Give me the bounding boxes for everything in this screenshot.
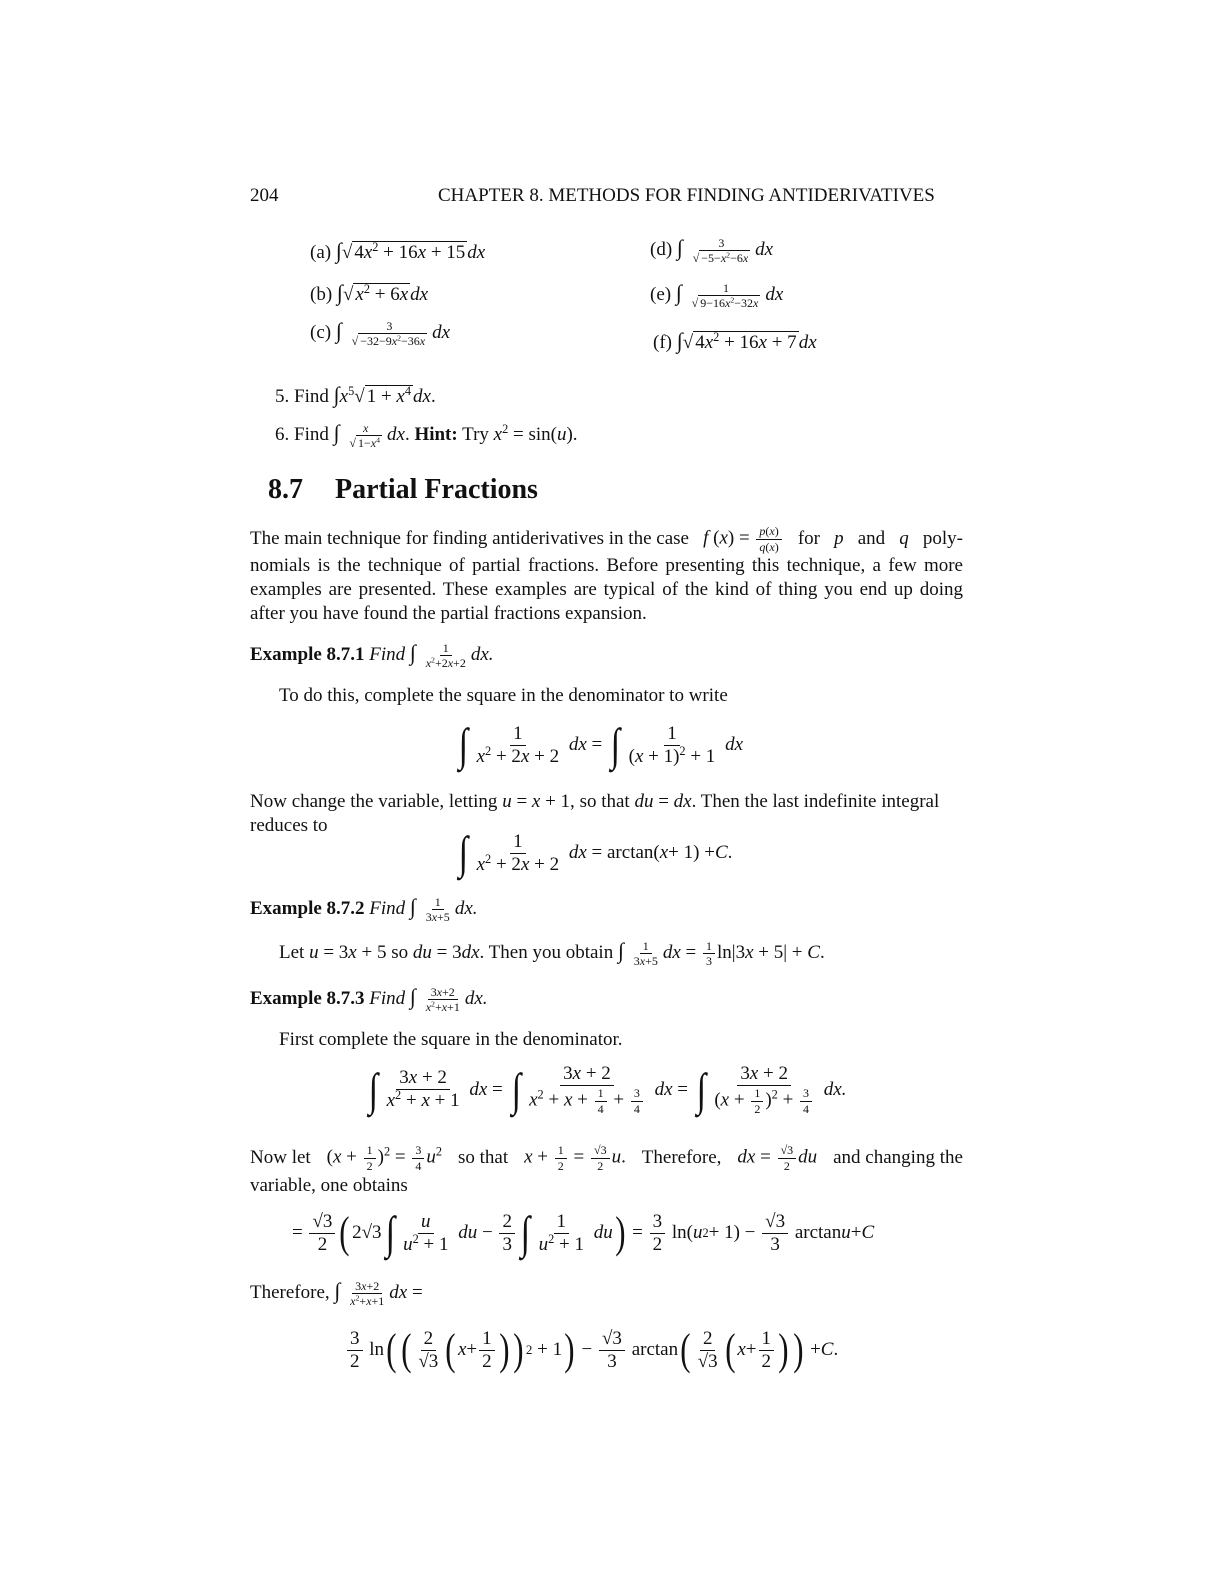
intro-rest: nomials is the technique of partial fractions. Before presenting this technique, a few more examples are presented. These examples are typical of the kind of thing you end up doing after you have found the partial fractions expansion. bbox=[250, 555, 963, 624]
exercise-6: 6. Find ∫ $\frac{x}{√ 1-x^4}$ dx. Hint: Try $x^2 = \sin(u)$. bbox=[275, 420, 578, 451]
example-1-text2a: Now change the variable, letting bbox=[250, 791, 498, 812]
section-heading bbox=[268, 474, 538, 506]
example-3-equation-1: ∫ $\frac{3x + 2}{x^2 + x + 1}$ dx = ∫ 3x + 2 $x^2 + x$ + $\frac{1}{4}$ + $\frac{3}{4}$ dx = ∫ 3x + 2 (x + $\frac{1}{2}$ )$^2$ + $\frac{3}{4}$ dx. bbox=[368, 1063, 847, 1116]
example-2-find: Find bbox=[369, 898, 406, 919]
example-1-find: Find bbox=[369, 644, 406, 665]
example-1-text1: To do this, complete the square in the denominator to write bbox=[279, 685, 728, 706]
hint-try: Try bbox=[462, 424, 489, 445]
example-2-text-c: . Then you obtain bbox=[479, 942, 614, 963]
hint-label: Hint: bbox=[414, 424, 458, 445]
example-1-text2b: so that bbox=[579, 791, 630, 812]
exercise-d: (d) ∫ $\frac{3}{√ -5-x^2-6x}$ dx bbox=[650, 235, 774, 266]
example-3-text1: First complete the square in the denominator. bbox=[279, 1029, 623, 1050]
exercise-c-label: (c) bbox=[310, 322, 332, 343]
intro-line1d: poly- bbox=[922, 528, 963, 549]
example-1-text2: Now change the variable, letting u = x + 1, so that du = dx. Then the last indefinite integral reduces to bbox=[250, 791, 940, 836]
exercise-b: (b) ∫√ $x^2 + 6x$ dx bbox=[310, 280, 429, 305]
example-1-text2c: . Then the last indefinite integral reduces to bbox=[250, 791, 940, 836]
intro-line1b: for bbox=[797, 528, 821, 549]
exercise-b-label: (b) bbox=[310, 284, 333, 305]
section-number: 8.7 bbox=[268, 474, 303, 505]
example-2-solution: Let u = 3x + 5 so du = 3dx. Then you obtain ∫ $\frac{1}{3x+5}$ dx = $\frac{1}{3}$ ln|3x + 5| + C. bbox=[279, 938, 825, 969]
exercise-a-label: (a) bbox=[310, 242, 332, 263]
example-3-text2: Now let (x + $\frac{1}{2}$ )$^2$ = $\frac{3}{4}$ $u^2$ so that x + $\frac{1}{2}$ = $\frac{√3}{2}$ u. Therefore, dx = $\frac{√3}{2}$ du and changing the variable, one obtains bbox=[250, 1142, 963, 1196]
exercise-5: 5. Find $\int x^5√$ $1 + x^4$ dx. bbox=[275, 382, 436, 407]
section-title: Partial Fractions bbox=[335, 474, 538, 505]
example-3-text2c: Therefore, bbox=[641, 1147, 722, 1168]
example-1-equation-1: ∫ $\frac{1}{x^2 + 2x + 2}$ dx = ∫ $\frac{1}{(x + 1)^2 + 1}$ dx bbox=[458, 719, 743, 770]
example-2-statement: Example 8.7.2 Find ∫ $\frac{1}{3x+5}$ dx. bbox=[250, 894, 478, 925]
intro-line1a: The main technique for finding antiderivatives in the case bbox=[250, 528, 689, 549]
example-3-statement: Example 8.7.3 Find ∫ $\frac{3x+2}{x^2+x+1}$ dx. bbox=[250, 984, 488, 1015]
exercise-d-label: (d) bbox=[650, 239, 673, 260]
example-2-text-a: Let bbox=[279, 942, 305, 963]
exercise-5-find: Find bbox=[294, 386, 329, 407]
exercise-f-label: (f) bbox=[653, 332, 672, 353]
example-1-label: Example 8.7.1 bbox=[250, 644, 365, 665]
exercise-e: (e) ∫ $\frac{1}{√ 9-16x^2-32x}$ dx bbox=[650, 280, 784, 311]
intro-line1c: and bbox=[857, 528, 886, 549]
example-3-therefore: Therefore, ∫ $\frac{3x+2}{x^2+x+1}$ dx = bbox=[250, 1278, 423, 1309]
example-3-final-equation: $\frac{3}{2}$ ln ( ( $\frac{2}{√3}$ ( x + $\frac{1}{2}$ ) ) 2 + 1 ) − $\frac{√3}{3}$ arctan ( $\frac{2}{√3}$ ( x + $\frac{1}{2}$ ) ) + C . bbox=[345, 1328, 838, 1372]
example-1-equation-2: ∫ $\frac{1}{x^2 + 2x + 2}$ dx = arctan( x + 1) + C . bbox=[458, 827, 733, 878]
exercise-e-label: (e) bbox=[650, 284, 672, 305]
exercise-5-number: 5. bbox=[275, 386, 290, 407]
example-3-text2d: and changing the bbox=[833, 1147, 963, 1168]
exercise-6-number: 6. bbox=[275, 424, 290, 445]
exercise-6-find: Find bbox=[294, 424, 329, 445]
example-1-statement: Example 8.7.1 Find ∫ $\frac{1}{x^2+2x+2}$ dx. bbox=[250, 640, 494, 671]
exercise-f: (f) ∫√ $4x^2 + 16x + 7$ dx bbox=[653, 328, 817, 353]
example-3-find: Find bbox=[369, 988, 406, 1009]
exercise-c: (c) ∫ $\frac{3}{√ -32-9x^2-36x}$ dx bbox=[310, 318, 451, 349]
exercise-a: (a) ∫√ $4x^2 + 16x + 15$ dx bbox=[310, 238, 486, 263]
example-2-label: Example 8.7.2 bbox=[250, 898, 365, 919]
running-header: CHAPTER 8. METHODS FOR FINDING ANTIDERIVATIVES bbox=[438, 185, 935, 206]
example-3-text2b: so that bbox=[458, 1147, 509, 1168]
example-3-label: Example 8.7.3 bbox=[250, 988, 365, 1009]
example-3-text2a: Now let bbox=[250, 1147, 311, 1168]
example-3-text2e: variable, one obtains bbox=[250, 1175, 408, 1196]
page-number: 204 bbox=[250, 185, 279, 206]
intro-paragraph: The main technique for finding antiderivatives in the case f (x) = $\frac{p(x)}{q(x)}$ for p and q poly- nomials is the technique of partial fractions. Before presenting this technique, a few more examples are presented. These examples are typical of the kind of thing you end up doing after you have found the partial fractions expansion. bbox=[250, 523, 963, 624]
example-3-therefore-label: Therefore, bbox=[250, 1282, 330, 1303]
example-2-text-b: so bbox=[391, 942, 409, 963]
example-3-equation-2: = $\frac{√3}{2}$ ( 2√3 ∫ $\frac{u}{u^2 + 1}$ du − $\frac{2}{3}$ ∫ $\frac{1}{u^2 + 1}$ du ) = $\frac{3}{2}$ ln( u 2 + 1) − $\frac{√3}{3}$ arctan u + C bbox=[292, 1207, 875, 1258]
